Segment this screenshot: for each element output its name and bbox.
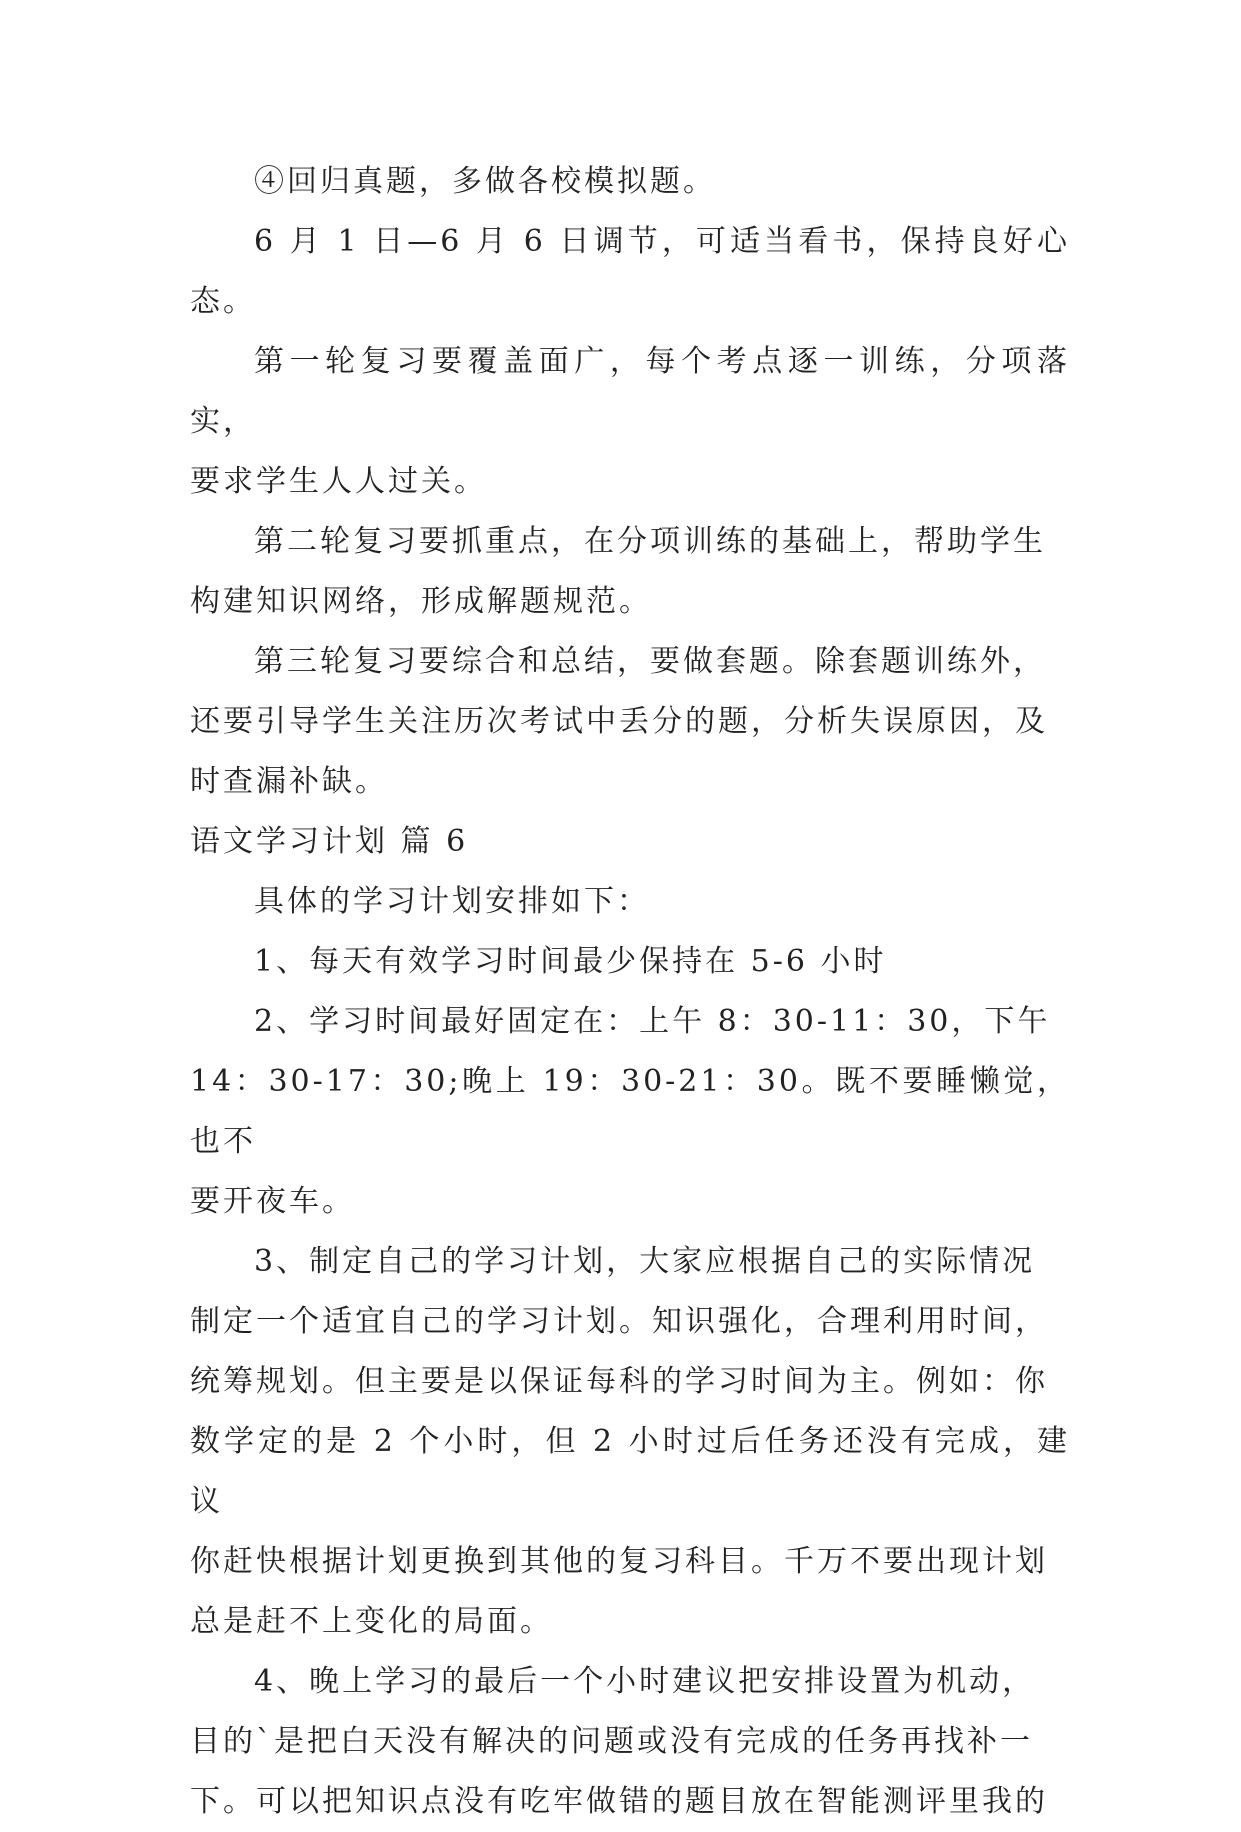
- paragraph-plan-intro: 具体的学习计划安排如下：: [254, 884, 650, 919]
- paragraph-item-2: 2、学习时间最好固定在：上午 8：30-11：30，下午 14：30-17：30;晚上 19：30-21：30。既不要睡懒觉，也不 要开夜车。: [190, 1004, 1070, 1219]
- paragraph-review-real-exams: ④回归真题，多做各校模拟题。: [254, 164, 716, 199]
- paragraph-first-round: 第一轮复习要覆盖面广，每个考点逐一训练，分项落实， 要求学生人人过关。: [190, 344, 1070, 499]
- document-body: [190, 152, 1070, 1832]
- paragraph-june-adjustment: 6 月 1 日—6 月 6 日调节，可适当看书，保持良好心态。: [190, 224, 1070, 319]
- paragraph-item-4: 4、晚上学习的最后一个小时建议把安排设置为机动， 目的`是把白天没有解决的问题或没有完成的任务再找补一 下。可以把知识点没有吃牢做错的题目放在智能测评里我的: [190, 1664, 1048, 1819]
- paragraph-item-1: 1、每天有效学习时间最少保持在 5-6 小时: [254, 944, 887, 979]
- paragraph-third-round: 第三轮复习要综合和总结，要做套题。除套题训练外， 还要引导学生关注历次考试中丢分的题，分析失误原因，及 时查漏补缺。: [190, 644, 1048, 799]
- section-heading: 语文学习计划 篇 6: [190, 824, 469, 859]
- paragraph-item-3: 3、制定自己的学习计划，大家应根据自己的实际情况 制定一个适宜自己的学习计划。知识强化，合理利用时间， 统筹规划。但主要是以保证每科的学习时间为主。例如：你 数学定的是 2 个小时，但 2 小时过后任务还没有完成，建议 你赶快根据计划更换到其他的复习科目。千万不要出现计划 总是赶不上变化的局面。: [190, 1244, 1070, 1639]
- paragraph-second-round: 第二轮复习要抓重点，在分项训练的基础上，帮助学生 构建知识网络，形成解题规范。: [190, 524, 1046, 619]
